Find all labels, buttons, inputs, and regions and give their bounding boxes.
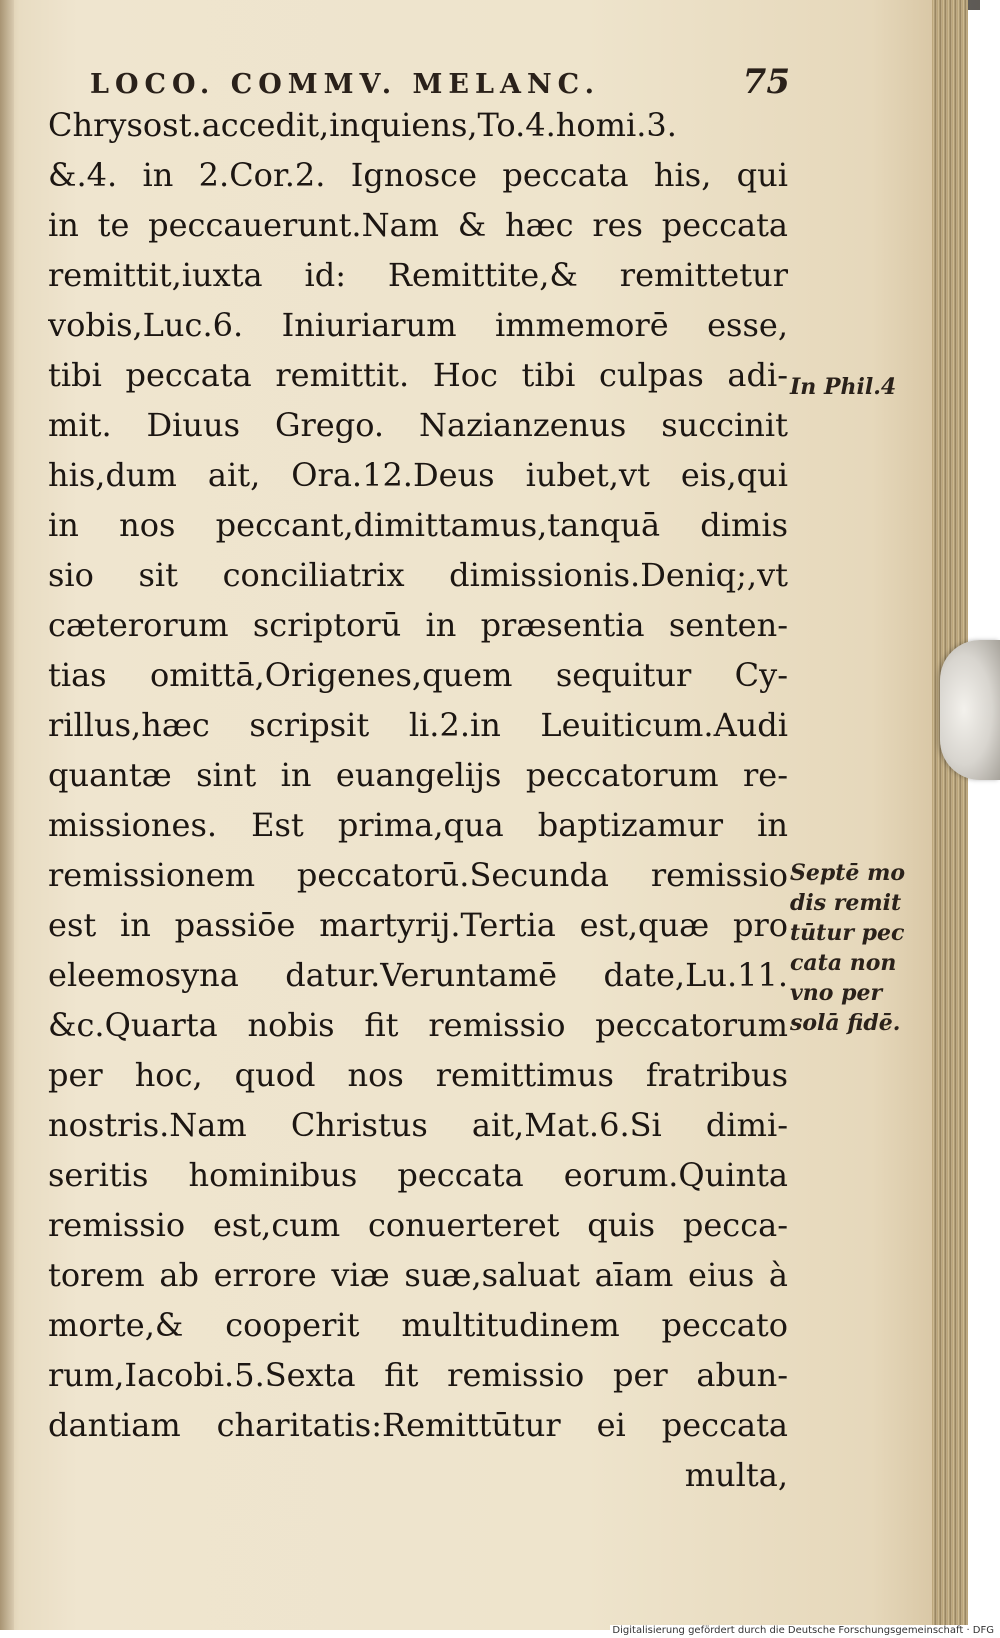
text-line: mit. Diuus Grego. Nazianzenus succinit <box>48 406 788 444</box>
body-text <box>48 100 788 1500</box>
margin-note-line: Septē mo <box>790 860 906 886</box>
text-line: cæterorum scriptorū in præsentia senten- <box>48 606 788 644</box>
book-clasp <box>940 640 1000 780</box>
text-line: Chrysost.accedit,inquiens,To.4.homi.3. <box>48 106 677 144</box>
text-line: morte,& cooperit multitudinem peccato <box>48 1306 788 1344</box>
text-line: in nos peccant,dimittamus,tanquā dimis <box>48 506 788 544</box>
text-line: quantæ sint in euangelijs peccatorum re- <box>48 756 788 794</box>
text-line: dantiam charitatis:Remittūtur ei peccata <box>48 1406 788 1444</box>
text-line: seritis hominibus peccata eorum.Quinta <box>48 1156 788 1194</box>
margin-note-phil: In Phil.4 <box>790 374 897 400</box>
margin-note-line: cata non <box>790 950 897 976</box>
margin-note-line: tūtur pec <box>790 920 905 946</box>
text-line: nostris.Nam Christus ait,Mat.6.Si dimi- <box>48 1106 788 1144</box>
margin-note-line: solā fidē. <box>790 1010 901 1036</box>
text-line: &c.Quarta nobis fit remissio peccatorum <box>48 1006 788 1044</box>
margin-note-line: dis remit <box>790 890 902 916</box>
margin-note-seven-ways <box>790 858 905 1038</box>
text-line: tias omittā,Origenes,quem sequitur Cy- <box>48 656 788 694</box>
text-line: rillus,hæc scripsit li.2.in Leuiticum.Audi <box>48 706 788 744</box>
page-gutter <box>0 0 14 1630</box>
text-line: missiones. Est prima,qua baptizamur in <box>48 806 788 844</box>
funding-credit: Digitalisierung gefördert durch die Deutsche Forschungsgemeinschaft · DFG <box>612 1625 994 1636</box>
running-title: LOCO. COMMV. MELANC. <box>90 69 601 100</box>
text-line: remissio est,cum conuerteret quis pecca- <box>48 1206 788 1244</box>
text-line: remissionem peccatorū.Secunda remissio <box>48 856 788 894</box>
text-line: rum,Iacobi.5.Sexta fit remissio per abun- <box>48 1356 788 1394</box>
text-line: &.4. in 2.Cor.2. Ignosce peccata his, qui <box>48 156 788 194</box>
text-line: remittit,iuxta id: Remittite,& remittetur <box>48 256 788 294</box>
text-line: est in passiōe martyrij.Tertia est,quæ pro <box>48 906 788 944</box>
text-line: in te peccauerunt.Nam & hæc res peccata <box>48 206 788 244</box>
text-line: torem ab errore viæ suæ,saluat aīam eius à <box>48 1256 788 1294</box>
text-line: his,dum ait, Ora.12.Deus iubet,vt eis,qui <box>48 456 788 494</box>
page-number: 75 <box>742 62 790 102</box>
running-head <box>90 62 790 102</box>
text-line: per hoc, quod nos remittimus fratribus <box>48 1056 788 1094</box>
text-line: tibi peccata remittit. Hoc tibi culpas adi- <box>48 356 788 394</box>
catchword-line: multa, <box>684 1456 788 1494</box>
text-line: eleemosyna datur.Veruntamē date,Lu.11. <box>48 956 788 994</box>
text-line: vobis,Luc.6. Iniuriarum immemorē esse, <box>48 306 788 344</box>
text-line: sio sit conciliatrix dimissionis.Deniq;,vt <box>48 556 788 594</box>
margin-note-line: vno per <box>790 980 883 1006</box>
page-edges <box>932 0 968 1630</box>
